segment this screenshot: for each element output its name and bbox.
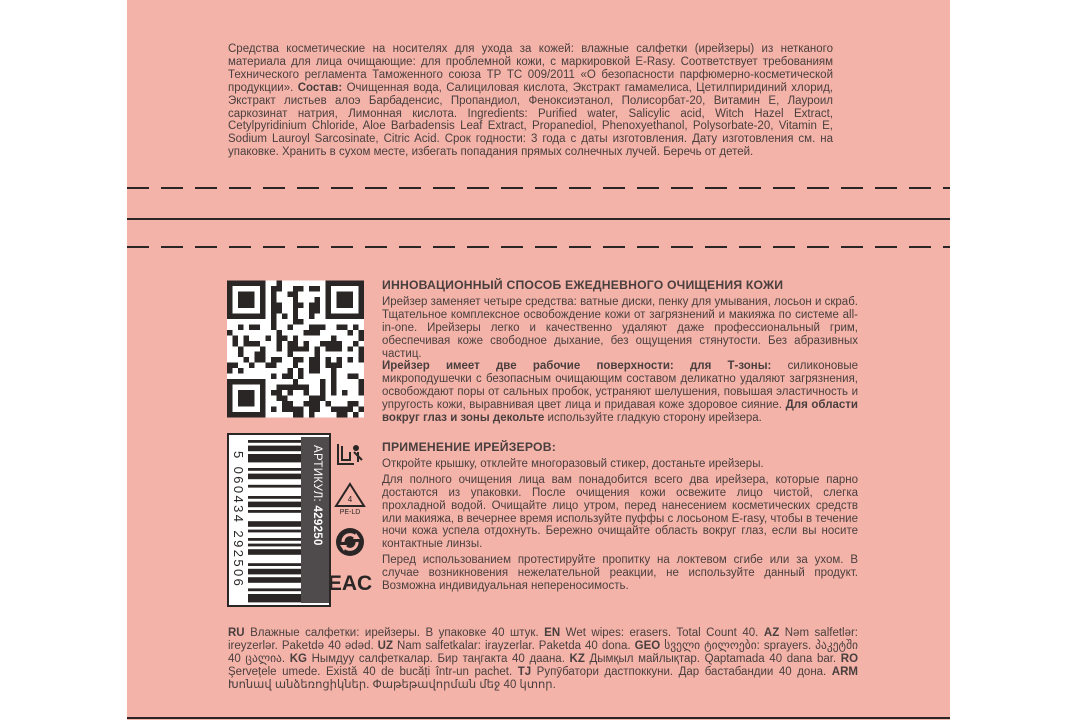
recycle-arrows-icon bbox=[334, 526, 366, 558]
lang-code: RU bbox=[228, 627, 245, 639]
composition-text bbox=[228, 43, 833, 159]
hand-wash-icon bbox=[334, 440, 366, 468]
eye-area-text: используйте гладкую сторону ирейзера. bbox=[544, 412, 762, 425]
lang-code: RO bbox=[840, 652, 859, 665]
main-description bbox=[382, 279, 858, 593]
lang-code: TJ bbox=[517, 665, 532, 678]
pe-ld-number: 4 bbox=[347, 495, 353, 504]
fold-line-bottom bbox=[127, 717, 950, 719]
lang-code: GEO bbox=[634, 639, 661, 652]
heading-innovation: ИННОВАЦИОННЫЙ СПОСОБ ЕЖЕДНЕВНОГО ОЧИЩЕНИЯ КОЖИ bbox=[382, 278, 784, 292]
barcode-block bbox=[227, 433, 331, 607]
composition-label: Состав: bbox=[297, 81, 343, 94]
eye-area-heading: Для области вокруг глаз и зоны декольте bbox=[382, 399, 858, 425]
recycle-pe-ld-icon bbox=[334, 482, 366, 516]
paragraph-usage: Для полного очищения лица вам понадобится всего два ирейзера, которые парно достаются из упаковки. После очищения кожи освежите лицо чистой, слегка прохладной водой. Очищайте лицо утром, перед нанесением косметических средств или макияжа, в вечернее время используйте пуффы с лосьоном E-rasy, чтобы в течение ночи кожа успела отдохнуть. Бережно очищайте область вокруг глаз, если вы носите контактные линзы. bbox=[382, 473, 858, 551]
ingredients-list: Очищенная вода, Салициловая кислота, Экстракт гамамелиса, Цетилпиридиний хлорид, Экстракт листьев алоэ Барбаденсис, Пропандиол, Феноксиэтанол, Полисорбат-20, Витамин Е, Лауроил саркозинат натрия, Лимонная кислота. Ingredients: Purified water, Salicylic acid, Witch Hazel Extract, Cetylpyridinium Chloride, Aloe Barbadensis Leaf Extract, Propanediol, Phenoxyethanol, Polysorbate-20, Vitamin E, Sodium Lauroyl Sarcosinate, Citric Acid. Срок годности: 3 года с даты изготовления. Дату изготовления см. на упаковке. Хранить в сухом месте, избегать попадания прямых солнечных лучей. Беречь от детей. bbox=[228, 81, 833, 159]
heading-usage: ПРИМЕНЕНИЕ ИРЕЙЗЕРОВ: bbox=[382, 439, 556, 454]
label-panel bbox=[127, 0, 950, 720]
fold-line bbox=[127, 218, 950, 220]
lang-text: Խոնավ անձեռոցիկներ. Փաթեթավորման մեջ 40 կտոր. bbox=[228, 678, 556, 691]
article-text bbox=[311, 445, 323, 546]
qr-code[interactable] bbox=[227, 280, 364, 418]
eac-mark-icon bbox=[327, 570, 373, 595]
article-number: 429250 bbox=[311, 505, 323, 546]
lang-code: EN bbox=[544, 627, 561, 639]
lang-text: სველი ტილოები: sprayers. პაკეტში 40 ცალია. bbox=[228, 639, 858, 665]
lang-text: Şervețele umede. Există 40 de bucăți într-un pachet. bbox=[228, 665, 518, 678]
paragraph-open: Откройте крышку, отклейте многоразовый стикер, достаньте ирейзеры. bbox=[382, 457, 764, 470]
paragraph-intro: Ирейзер заменяет четыре средства: ватные диски, пенку для умывания, лосьон и скраб. Тщательное комплексное освобождение кожи от загрязнений и макияжа по системе all-in-one. Ирейзеры легко и качественно удаляют даже профессиональный грим, обеспечивая коже свободное дыхание, без ощущения стянутости. Без абразивных частиц. bbox=[382, 295, 858, 360]
cut-line-middle bbox=[127, 246, 950, 248]
lang-code: ARM bbox=[831, 665, 858, 678]
paragraph-surfaces bbox=[382, 360, 858, 425]
lang-code: UZ bbox=[377, 639, 394, 652]
lang-text: Wet wipes: erasers. Total Count 40. bbox=[560, 627, 764, 639]
symbol-icons bbox=[327, 440, 373, 610]
article-badge bbox=[301, 437, 329, 603]
cut-line-top bbox=[127, 187, 950, 189]
eac-mark-text: EAC bbox=[327, 572, 373, 595]
lang-code: KZ bbox=[569, 652, 585, 665]
lang-code: KG bbox=[289, 652, 307, 665]
article-label: АРТИКУЛ: bbox=[311, 445, 323, 503]
barcode-digits: 5 060434 292506 bbox=[231, 451, 246, 589]
lang-text: Nəm salfetlər: ireyzerlər. Paketdə 40 ədəd. bbox=[228, 627, 859, 652]
lang-code: AZ bbox=[763, 627, 780, 639]
multilingual-text bbox=[228, 627, 858, 692]
barcode-icon bbox=[248, 437, 303, 603]
surfaces-heading: Ирейзер имеет две рабочие поверхности: для Т-зоны: bbox=[382, 360, 772, 373]
paragraph-warning: Перед использованием протестируйте пропитку на локтевом сгибе или за ухом. В случае возникновения нежелательной реакции, не используйте данный продукт. Возможна индивидуальная непереносимость. bbox=[382, 554, 858, 593]
lang-text: Nam salfetkalar: irayzerlar. Paketda 40 dona. bbox=[393, 639, 635, 652]
pe-ld-label: PE-LD bbox=[339, 509, 361, 516]
lang-text: Нымдуу салфеткалар. Бир таңгакта 40 даана. bbox=[306, 652, 570, 665]
lang-text: Дымқыл майлықтар. Qaptamada 40 dana bar. bbox=[584, 652, 841, 665]
lang-text: Рупӯбатори дастпоккуни. Дар бастабандии 40 дона. bbox=[531, 665, 832, 678]
lang-text: Влажные салфетки: ирейзеры. В упаковке 40 штук. bbox=[244, 627, 545, 639]
composition-description: Средства косметические на носителях для ухода за кожей: влажные салфетки (ирейзеры) из нетканого материала для лица очищающие: для проблемной кожи, с маркировкой E-Rasy. Соответствует требованиям Технического регламента Таможенного союза ТР ТС 009/2011 «О безопасности парфюмерно-косметической продукции». bbox=[228, 43, 833, 94]
surfaces-text: силиконовые микроподушечки с безопасным очищающим составом деликатно удаляют загрязнения, освобождают поры от сальных пробок, устраняют шелушения, повышая эластичность и упругость кожи, выравнивая цвет лица и придавая коже здоровое сияние. bbox=[382, 360, 858, 412]
